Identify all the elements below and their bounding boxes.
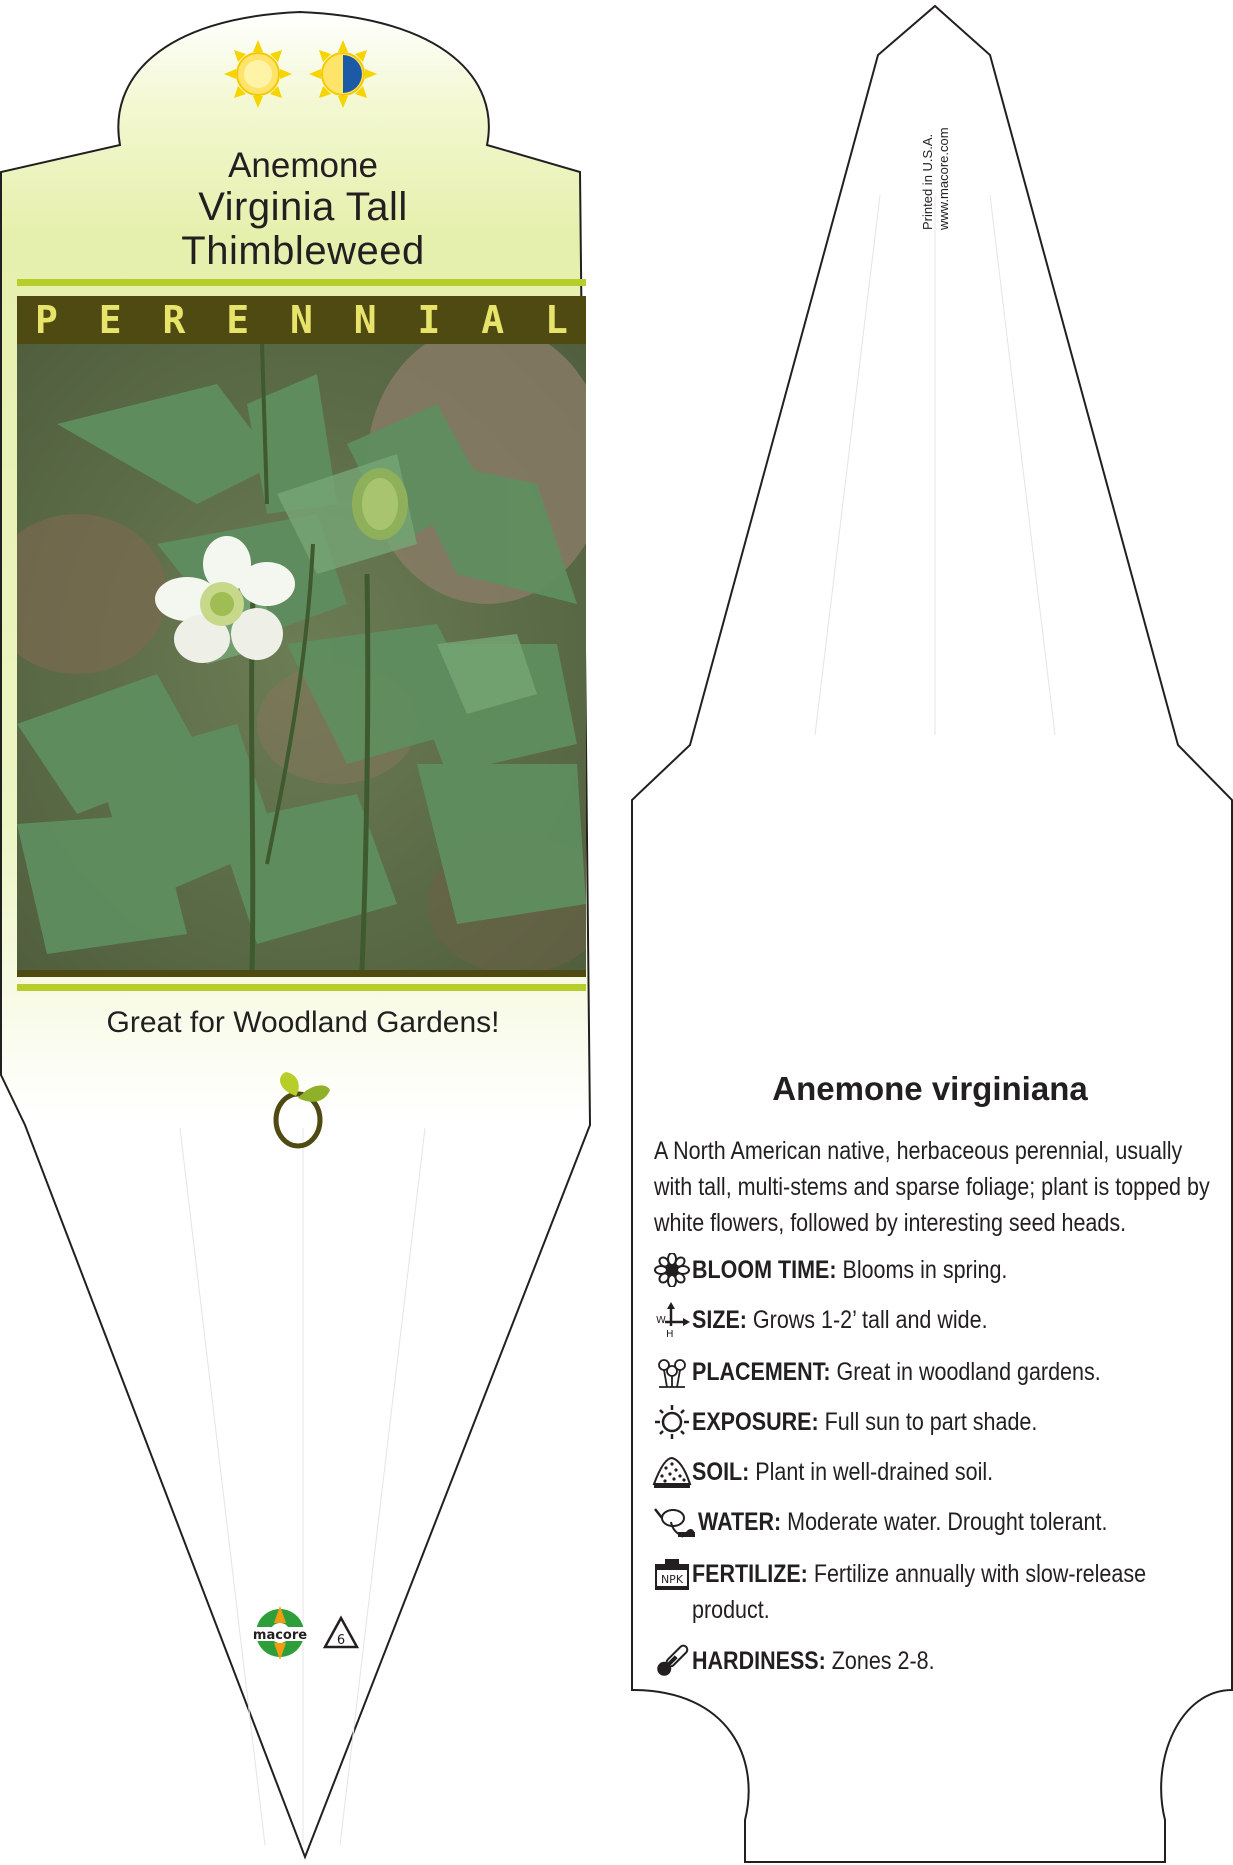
care-size: W H SIZE: Grows 1-2’ tall and wide. [652,1302,1222,1338]
macore-logo [242,1605,318,1661]
care-exposure: EXPOSURE: Full sun to part shade. [652,1404,1222,1440]
size-icon [652,1302,692,1338]
flower-icon [652,1252,692,1288]
watering-can-icon [652,1504,698,1540]
thermometer-icon [652,1643,692,1679]
seed-sprout-icon [268,1070,332,1150]
svg-text:NPK: NPK [660,1573,684,1586]
plant-genus: Anemone [228,146,378,185]
recycle-symbol-icon [322,1615,360,1651]
full-sun-icon [224,40,292,108]
print-info [920,127,952,230]
plant-description: A North American native, herbaceous perennial, usually with tall, multi-stems and sparse foliage; plant is topped by white flowers, followed by interesting seed heads. [654,1137,1210,1237]
part-shade-icon [309,40,377,108]
category-letter: E [226,298,250,342]
care-hardiness: HARDINESS: Zones 2-8. [652,1643,1222,1679]
svg-text:H: H [666,1329,674,1338]
plant-common-name [0,185,606,273]
soil-icon [652,1454,692,1490]
common-name-line-2: Thimbleweed [181,229,425,273]
category-letter: N [290,298,313,342]
care-fertilize: NPK FERTILIZE: Fertilize annually with slow-release product. [652,1556,1222,1628]
care-soil: SOIL: Plant in well-drained soil. [652,1454,1222,1490]
category-label [17,296,586,344]
npk-icon [652,1556,692,1592]
recycle-code: 6 [336,1633,346,1648]
svg-text:W: W [656,1315,666,1326]
svg-text:macore: macore [252,1628,308,1643]
printed-in: Printed in U.S.A. [920,133,935,230]
category-letter: A [481,298,505,342]
placement-icon [652,1354,692,1390]
category-letter: L [545,298,568,342]
category-letter: E [98,298,122,342]
care-bloom-time: BLOOM TIME: Blooms in spring. [652,1252,1222,1288]
tagline: Great for Woodland Gardens! [106,1006,500,1039]
sun-outline-icon [652,1404,692,1440]
category-letter: R [162,298,186,342]
care-placement: PLACEMENT: Great in woodland gardens. [652,1354,1222,1390]
common-name-line-1: Virginia Tall [198,185,408,229]
botanical-name: Anemone virginiana [772,1070,1088,1107]
website: www.macore.com [936,127,951,230]
category-letter: I [417,298,441,342]
plant-photo [17,344,586,970]
sun-icons [218,38,388,110]
category-letter: P [35,298,58,342]
category-letter: N [353,298,377,342]
care-water: WATER: Moderate water. Drought tolerant. [652,1504,1228,1540]
